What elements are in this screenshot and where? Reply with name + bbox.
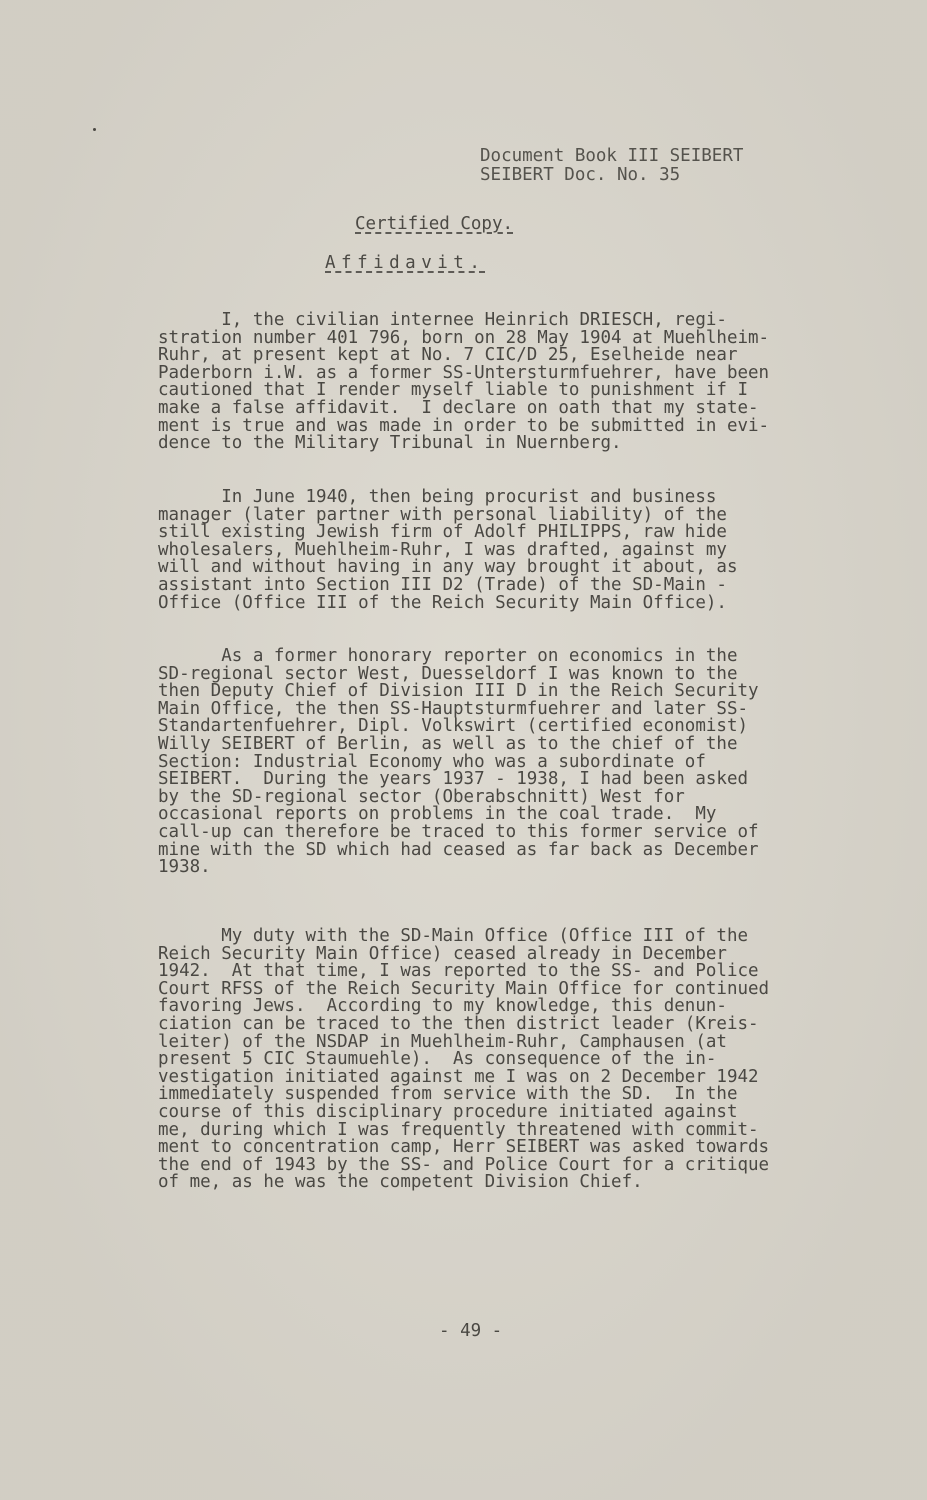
paragraph-1: I, the civilian internee Heinrich DRIESCH, regi- stration number 401 796, born on 28 May 1904 at Muehlheim- Ruhr, at present kept at No. 7 CIC/D 25, Eselheide near Paderborn i.W. as a former SS-Untersturmfuehrer, have been cautioned that I render myself liable to punishment if I make a false affidavit. I declare on oath that my state- ment is true and was made in order to be submitted in evi- dence to the Military Tribunal in Nuernberg. [158, 310, 770, 454]
header-line-2: SEIBERT Doc. No. 35 [480, 165, 681, 185]
document-header [480, 147, 743, 185]
paragraph-3: As a former honorary reporter on economics in the SD-regional sector West, Duesseldorf I was known to the then Deputy Chief of Division III D in the Reich Security Main Office, the then SS-Hauptsturmfuehrer and later SS- Standartenfuehrer, Dipl. Volkswirt (certified economist) Willy SEIBERT of Berlin, as well as to the chief of the Section: Industrial Economy who was a subordinate of SEIBERT. During the years 1937 - 1938, I had been asked by the SD-regional sector (Oberabschnitt) West for occasional reports on problems in the coal trade. My call-up can therefore be traced to this former service of mine with the SD which had ceased as far back as December 1938. [158, 646, 759, 878]
affidavit-title: Affidavit. [325, 253, 486, 273]
paragraph-2: In June 1940, then being procurist and business manager (later partner with personal liability) of the still existing Jewish firm of Adolf PHILIPPS, raw hide wholesalers, Muehlheim-Ruhr, I was drafted, against my will and without having in any way brought it about, as assistant into Section III D2 (Trade) of the SD-Main - Office (Office III of the Reich Security Main Office). [158, 487, 738, 613]
certified-copy-title: Certified Copy. [355, 214, 514, 234]
page-number: - 49 - [439, 1321, 503, 1341]
paragraph-4: My duty with the SD-Main Office (Office III of the Reich Security Main Office) ceased already in December 1942. At that time, I was reported to the SS- and Police Court RFSS of the Reich Security Main Office for continued favoring Jews. According to my knowledge, this denun- ciation can be traced to the then district leader (Kreis- leiter) of the NSDAP in Muehlheim-Ruhr, Camphausen (at present 5 CIC Staumuehle). As consequence of the in- vestigation initiated against me I was on 2 December 1942 immediately suspended from service with the SD. In the course of this disciplinary procedure initiated against me, during which I was frequently threatened with commit- ment to concentration camp, Herr SEIBERT was asked towards the end of 1943 by the SS- and Police Court for a critique of me, as he was the competent Division Chief. [158, 926, 770, 1193]
stray-dot [93, 128, 96, 131]
header-line-1: Document Book III SEIBERT [480, 146, 744, 166]
